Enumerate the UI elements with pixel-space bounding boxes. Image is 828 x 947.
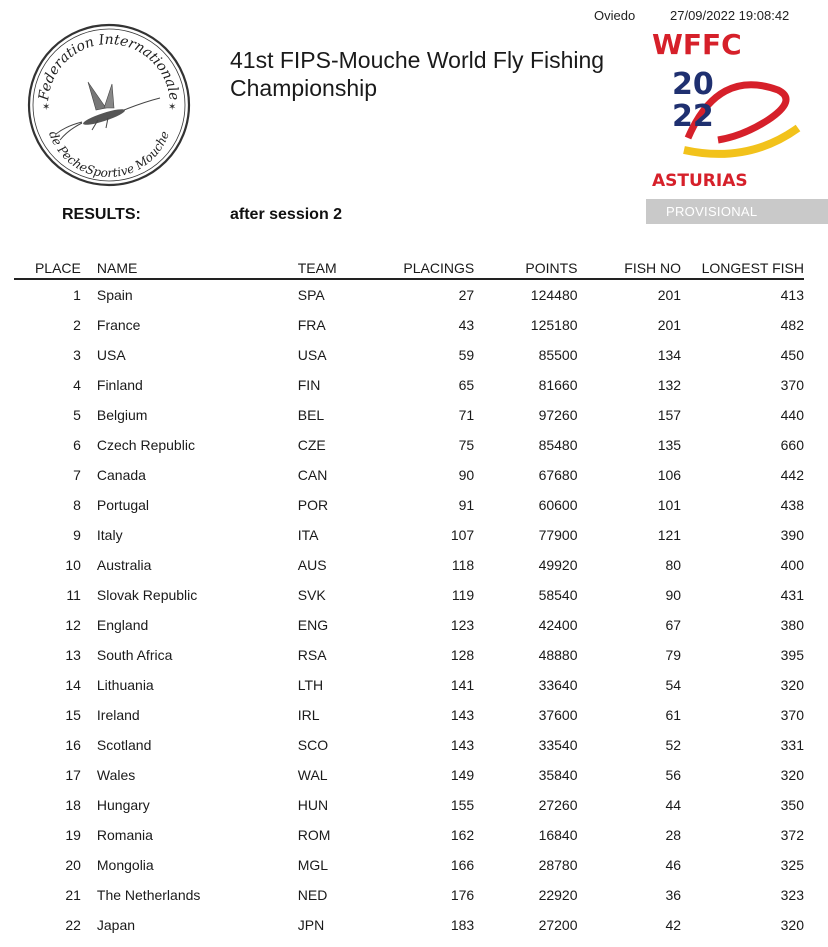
- longest-fish-cell: 320: [780, 677, 804, 693]
- datetime-label: 27/09/2022 19:08:42: [670, 8, 790, 23]
- results-table: [14, 258, 804, 940]
- points-cell: 27200: [538, 917, 578, 933]
- points-cell: 124480: [530, 287, 578, 303]
- placings-cell: 176: [450, 887, 475, 903]
- svg-text:✶: ✶: [168, 102, 177, 113]
- place-cell: 11: [66, 587, 81, 603]
- fips-mouche-logo: [26, 22, 192, 188]
- placings-cell: 65: [458, 377, 475, 393]
- points-cell: 35840: [538, 767, 578, 783]
- placings-cell: 143: [450, 707, 475, 723]
- wffc-text: WFFC: [652, 28, 742, 61]
- name-cell: England: [96, 617, 149, 633]
- name-cell: Japan: [96, 917, 136, 933]
- fish-no-cell: 67: [665, 617, 682, 633]
- fish-no-cell: 121: [657, 527, 682, 543]
- points-cell: 48880: [538, 647, 578, 663]
- logo-bottom-text: de PecheSportive Mouche: [46, 129, 172, 181]
- team-cell: SPA: [297, 287, 325, 303]
- longest-fish-cell: 370: [780, 377, 804, 393]
- place-cell: 12: [65, 617, 81, 633]
- place-cell: 18: [65, 797, 81, 813]
- points-cell: 81660: [538, 377, 578, 393]
- team-cell: CAN: [297, 467, 328, 483]
- fish-no-cell: 79: [665, 647, 682, 663]
- longest-fish-cell: 450: [780, 347, 804, 363]
- name-cell: The Netherlands: [96, 887, 201, 903]
- name-cell: Mongolia: [96, 857, 154, 873]
- points-cell: 33540: [538, 737, 578, 753]
- fish-no-cell: 101: [657, 497, 682, 513]
- fish-no-cell: 134: [657, 347, 682, 363]
- table-row: [14, 400, 804, 430]
- placings-cell: 149: [450, 767, 475, 783]
- points-cell: 33640: [538, 677, 578, 693]
- points-cell: 58540: [538, 587, 578, 603]
- column-header-fish-no: FISH NO: [578, 258, 682, 279]
- place-cell: 8: [73, 497, 81, 513]
- fish-no-cell: 52: [665, 737, 682, 753]
- year-top-text: 20: [672, 67, 714, 102]
- column-header-team: TEAM: [298, 258, 385, 279]
- team-cell: LTH: [297, 677, 324, 693]
- team-cell: HUN: [297, 797, 329, 813]
- place-cell: 4: [73, 377, 81, 393]
- name-cell: South Africa: [96, 647, 173, 663]
- name-cell: Finland: [96, 377, 143, 393]
- table-row: [14, 520, 804, 550]
- place-cell: 13: [65, 647, 81, 663]
- placings-cell: 90: [458, 467, 475, 483]
- longest-fish-cell: 320: [780, 767, 804, 783]
- longest-fish-cell: 660: [780, 437, 804, 453]
- table-row: [14, 310, 804, 340]
- longest-fish-cell: 440: [780, 407, 804, 423]
- points-cell: 42400: [538, 617, 578, 633]
- placings-cell: 155: [450, 797, 475, 813]
- longest-fish-cell: 431: [780, 587, 804, 603]
- table-row: [14, 370, 804, 400]
- points-cell: 37600: [538, 707, 578, 723]
- longest-fish-cell: 323: [780, 887, 804, 903]
- longest-fish-cell: 370: [780, 707, 804, 723]
- placings-cell: 118: [451, 557, 475, 573]
- place-cell: 20: [65, 857, 81, 873]
- longest-fish-cell: 438: [780, 497, 804, 513]
- placings-cell: 162: [450, 827, 475, 843]
- fish-no-cell: 46: [665, 857, 682, 873]
- placings-cell: 119: [451, 587, 475, 603]
- points-cell: 49920: [538, 557, 578, 573]
- team-cell: WAL: [297, 767, 328, 783]
- results-body: [14, 279, 804, 940]
- team-cell: IRL: [297, 707, 320, 723]
- points-cell: 16840: [538, 827, 578, 843]
- table-row: [14, 730, 804, 760]
- table-row: [14, 610, 804, 640]
- placings-cell: 128: [450, 647, 475, 663]
- placings-cell: 59: [458, 347, 475, 363]
- placings-cell: 91: [458, 497, 475, 513]
- table-row: [14, 760, 804, 790]
- placings-cell: 27: [458, 287, 475, 303]
- points-cell: 97260: [538, 407, 578, 423]
- place-cell: 22: [65, 917, 81, 933]
- longest-fish-cell: 325: [780, 857, 804, 873]
- page-title: 41st FIPS-Mouche World Fly Fishing Championship: [230, 47, 605, 101]
- points-cell: 77900: [538, 527, 578, 543]
- placings-cell: 71: [458, 407, 475, 423]
- column-header-name: NAME: [81, 258, 298, 279]
- table-row: [14, 700, 804, 730]
- table-row: [14, 340, 804, 370]
- longest-fish-cell: 390: [780, 527, 804, 543]
- place-cell: 7: [73, 467, 81, 483]
- points-cell: 28780: [538, 857, 578, 873]
- place-cell: 9: [73, 527, 81, 543]
- table-row: [14, 490, 804, 520]
- place-cell: 15: [65, 707, 81, 723]
- longest-fish-cell: 482: [780, 317, 804, 333]
- fish-no-cell: 135: [657, 437, 682, 453]
- column-header-points: POINTS: [474, 258, 577, 279]
- place-cell: 16: [65, 737, 81, 753]
- longest-fish-cell: 442: [780, 467, 804, 483]
- fish-no-cell: 201: [657, 317, 682, 333]
- place-cell: 2: [73, 317, 81, 333]
- name-cell: Slovak Republic: [96, 587, 198, 603]
- name-cell: Spain: [96, 287, 133, 303]
- longest-fish-cell: 372: [780, 827, 804, 843]
- team-cell: FIN: [297, 377, 321, 393]
- name-cell: France: [96, 317, 141, 333]
- fish-no-cell: 42: [665, 917, 682, 933]
- fish-no-cell: 44: [665, 797, 682, 813]
- team-cell: AUS: [297, 557, 327, 573]
- fish-no-cell: 90: [665, 587, 682, 603]
- table-row: [14, 910, 804, 940]
- points-cell: 125180: [530, 317, 578, 333]
- placings-cell: 123: [450, 617, 475, 633]
- name-cell: Hungary: [96, 797, 150, 813]
- place-cell: 19: [65, 827, 81, 843]
- longest-fish-cell: 350: [780, 797, 804, 813]
- table-row: [14, 460, 804, 490]
- placings-cell: 107: [450, 527, 475, 543]
- points-cell: 85500: [538, 347, 578, 363]
- fish-no-cell: 201: [657, 287, 682, 303]
- table-row: [14, 430, 804, 460]
- placings-cell: 166: [450, 857, 475, 873]
- points-cell: 60600: [538, 497, 578, 513]
- fish-no-cell: 54: [665, 677, 682, 693]
- team-cell: POR: [297, 497, 329, 513]
- table-row: [14, 640, 804, 670]
- team-cell: FRA: [297, 317, 326, 333]
- points-cell: 27260: [538, 797, 578, 813]
- column-header-place: PLACE: [14, 258, 81, 279]
- team-cell: JPN: [297, 917, 325, 933]
- place-cell: 3: [73, 347, 81, 363]
- longest-fish-cell: 380: [780, 617, 804, 633]
- points-cell: 67680: [538, 467, 578, 483]
- results-label: RESULTS:: [62, 206, 141, 223]
- fish-no-cell: 80: [665, 557, 682, 573]
- fish-no-cell: 61: [665, 707, 682, 723]
- fish-no-cell: 28: [665, 827, 682, 843]
- table-row: [14, 790, 804, 820]
- table-row: [14, 850, 804, 880]
- name-cell: Wales: [96, 767, 136, 783]
- name-cell: Scotland: [96, 737, 152, 753]
- place-cell: 1: [73, 287, 81, 303]
- longest-fish-cell: 320: [780, 917, 804, 933]
- place-cell: 6: [73, 437, 81, 453]
- name-cell: Lithuania: [96, 677, 154, 693]
- longest-fish-cell: 413: [780, 287, 804, 303]
- placings-cell: 183: [450, 917, 475, 933]
- column-header-longest-fish: LONGEST FISH: [681, 258, 804, 279]
- place-cell: 14: [65, 677, 81, 693]
- name-cell: Portugal: [96, 497, 150, 513]
- fish-no-cell: 36: [665, 887, 682, 903]
- team-cell: ITA: [297, 527, 319, 543]
- name-cell: Czech Republic: [96, 437, 195, 453]
- mayfly-icon: [56, 82, 160, 140]
- points-cell: 85480: [538, 437, 578, 453]
- table-row: [14, 279, 804, 310]
- team-cell: SVK: [297, 587, 326, 603]
- longest-fish-cell: 331: [780, 737, 804, 753]
- logo-top-text: Federation Internationale: [36, 32, 182, 102]
- table-header-row: [14, 258, 804, 279]
- place-cell: 17: [65, 767, 81, 783]
- name-cell: Italy: [96, 527, 123, 543]
- fish-no-cell: 56: [665, 767, 682, 783]
- table-row: [14, 550, 804, 580]
- fish-no-cell: 157: [657, 407, 682, 423]
- session-label: after session 2: [230, 206, 343, 223]
- team-cell: RSA: [297, 647, 327, 663]
- name-cell: USA: [96, 347, 126, 363]
- table-row: [14, 880, 804, 910]
- provisional-badge: PROVISIONAL: [646, 199, 828, 224]
- team-cell: BEL: [297, 407, 325, 423]
- location-label: Oviedo: [594, 8, 636, 23]
- fish-no-cell: 132: [657, 377, 682, 393]
- name-cell: Australia: [96, 557, 152, 573]
- place-cell: 10: [65, 557, 81, 573]
- name-cell: Belgium: [96, 407, 148, 423]
- fish-no-cell: 106: [657, 467, 682, 483]
- longest-fish-cell: 400: [780, 557, 804, 573]
- placings-cell: 43: [458, 317, 475, 333]
- team-cell: NED: [297, 887, 328, 903]
- year-bottom-text: 22: [672, 99, 714, 134]
- table-row: [14, 820, 804, 850]
- asturias-text: ASTURIAS: [652, 171, 748, 191]
- name-cell: Canada: [96, 467, 146, 483]
- placings-cell: 141: [450, 677, 475, 693]
- team-cell: CZE: [297, 437, 326, 453]
- team-cell: MGL: [297, 857, 329, 873]
- table-row: [14, 670, 804, 700]
- team-cell: SCO: [297, 737, 329, 753]
- wffc-asturias-logo: [648, 28, 808, 193]
- column-header-placings: PLACINGS: [385, 258, 474, 279]
- place-cell: 5: [73, 407, 81, 423]
- name-cell: Romania: [96, 827, 153, 843]
- points-cell: 22920: [538, 887, 578, 903]
- place-cell: 21: [65, 887, 81, 903]
- team-cell: ENG: [297, 617, 329, 633]
- longest-fish-cell: 395: [780, 647, 804, 663]
- placings-cell: 75: [458, 437, 475, 453]
- placings-cell: 143: [450, 737, 475, 753]
- team-cell: USA: [297, 347, 327, 363]
- name-cell: Ireland: [96, 707, 140, 723]
- svg-text:✶: ✶: [42, 102, 51, 113]
- table-row: [14, 580, 804, 610]
- team-cell: ROM: [297, 827, 331, 843]
